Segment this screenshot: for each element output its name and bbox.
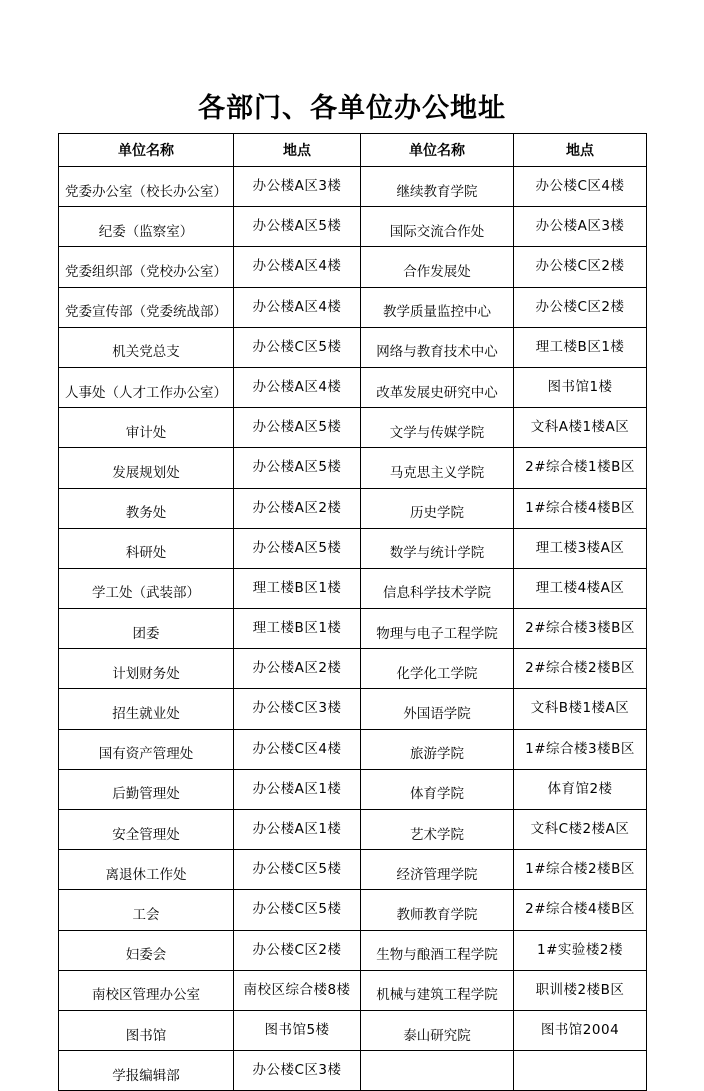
unit-name-cell: 党委宣传部（党委统战部）: [59, 287, 234, 327]
location-cell: 办公楼C区3楼: [234, 689, 361, 729]
unit-name-cell: 机关党总支: [59, 327, 234, 367]
unit-name-cell: 招生就业处: [59, 689, 234, 729]
table-row: [59, 528, 647, 568]
location-cell: 2#综合楼1楼B区: [514, 448, 647, 488]
unit-name-cell: 后勤管理处: [59, 769, 234, 809]
table-header-row: [59, 134, 647, 167]
location-cell: 办公楼A区3楼: [514, 207, 647, 247]
unit-name-cell: [361, 1051, 514, 1091]
unit-name-cell: 纪委（监察室）: [59, 207, 234, 247]
unit-name-cell: 计划财务处: [59, 649, 234, 689]
table-body: [59, 167, 647, 1091]
location-cell: 1#综合楼3楼B区: [514, 729, 647, 769]
location-cell: 办公楼A区5楼: [234, 448, 361, 488]
unit-name-cell: 网络与教育技术中心: [361, 327, 514, 367]
location-cell: 办公楼A区4楼: [234, 247, 361, 287]
unit-name-cell: 离退休工作处: [59, 850, 234, 890]
location-cell: 1#实验楼2楼: [514, 930, 647, 970]
office-address-table: [58, 133, 647, 1091]
table-row: [59, 689, 647, 729]
unit-name-cell: 教务处: [59, 488, 234, 528]
table-row: [59, 367, 647, 407]
location-cell: 理工楼4楼A区: [514, 568, 647, 608]
unit-name-cell: 国有资产管理处: [59, 729, 234, 769]
location-cell: 理工楼B区1楼: [514, 327, 647, 367]
table-row: [59, 850, 647, 890]
table-row: [59, 609, 647, 649]
location-cell: 2#综合楼4楼B区: [514, 890, 647, 930]
unit-name-cell: 外国语学院: [361, 689, 514, 729]
table-row: [59, 729, 647, 769]
location-cell: 理工楼B区1楼: [234, 609, 361, 649]
location-cell: 办公楼C区2楼: [234, 930, 361, 970]
table-row: [59, 568, 647, 608]
location-cell: 办公楼A区5楼: [234, 207, 361, 247]
page-title: 各部门、各单位办公地址: [198, 93, 506, 124]
unit-name-cell: 教学质量监控中心: [361, 287, 514, 327]
location-cell: 办公楼C区5楼: [234, 327, 361, 367]
location-cell: 办公楼A区4楼: [234, 367, 361, 407]
location-cell: 办公楼C区4楼: [234, 729, 361, 769]
unit-name-cell: 经济管理学院: [361, 850, 514, 890]
unit-name-cell: 信息科学技术学院: [361, 568, 514, 608]
unit-name-cell: 化学化工学院: [361, 649, 514, 689]
unit-name-cell: 科研处: [59, 528, 234, 568]
table-row: [59, 408, 647, 448]
unit-name-cell: 南校区管理办公室: [59, 970, 234, 1010]
location-cell: 文科B楼1楼A区: [514, 689, 647, 729]
unit-name-cell: 国际交流合作处: [361, 207, 514, 247]
table-row: [59, 448, 647, 488]
unit-name-cell: 数学与统计学院: [361, 528, 514, 568]
unit-name-cell: 文学与传媒学院: [361, 408, 514, 448]
table-row: [59, 649, 647, 689]
unit-name-cell: 体育学院: [361, 769, 514, 809]
table-row: [59, 287, 647, 327]
unit-name-cell: 审计处: [59, 408, 234, 448]
table-row: [59, 1010, 647, 1050]
location-cell: 办公楼A区1楼: [234, 810, 361, 850]
location-cell: 图书馆5楼: [234, 1010, 361, 1050]
location-cell: 图书馆2004: [514, 1010, 647, 1050]
location-cell: 办公楼C区4楼: [514, 167, 647, 207]
unit-name-cell: 合作发展处: [361, 247, 514, 287]
location-cell: 办公楼A区2楼: [234, 488, 361, 528]
unit-name-cell: 艺术学院: [361, 810, 514, 850]
table-row: [59, 970, 647, 1010]
unit-name-cell: 教师教育学院: [361, 890, 514, 930]
unit-name-cell: 马克思主义学院: [361, 448, 514, 488]
location-cell: 办公楼A区1楼: [234, 769, 361, 809]
location-cell: 办公楼C区2楼: [514, 287, 647, 327]
unit-name-cell: 学工处（武装部）: [59, 568, 234, 608]
location-cell: 办公楼A区3楼: [234, 167, 361, 207]
location-cell: 体育馆2楼: [514, 769, 647, 809]
unit-name-cell: 物理与电子工程学院: [361, 609, 514, 649]
location-cell: 理工楼3楼A区: [514, 528, 647, 568]
unit-name-cell: 妇委会: [59, 930, 234, 970]
location-cell: 办公楼A区2楼: [234, 649, 361, 689]
header-location: 地点: [514, 134, 647, 167]
table-row: [59, 167, 647, 207]
location-cell: 办公楼C区2楼: [514, 247, 647, 287]
unit-name-cell: 旅游学院: [361, 729, 514, 769]
location-cell: 办公楼A区4楼: [234, 287, 361, 327]
unit-name-cell: 机械与建筑工程学院: [361, 970, 514, 1010]
header-unit-name: 单位名称: [361, 134, 514, 167]
location-cell: 理工楼B区1楼: [234, 568, 361, 608]
table-row: [59, 930, 647, 970]
unit-name-cell: 党委组织部（党校办公室）: [59, 247, 234, 287]
table-row: [59, 488, 647, 528]
location-cell: 文科C楼2楼A区: [514, 810, 647, 850]
table-row: [59, 207, 647, 247]
location-cell: 1#综合楼4楼B区: [514, 488, 647, 528]
unit-name-cell: 发展规划处: [59, 448, 234, 488]
location-cell: 图书馆1楼: [514, 367, 647, 407]
location-cell: 职训楼2楼B区: [514, 970, 647, 1010]
unit-name-cell: 团委: [59, 609, 234, 649]
location-cell: 办公楼C区3楼: [234, 1051, 361, 1091]
unit-name-cell: 历史学院: [361, 488, 514, 528]
location-cell: [514, 1051, 647, 1091]
location-cell: 2#综合楼3楼B区: [514, 609, 647, 649]
unit-name-cell: 人事处（人才工作办公室）: [59, 367, 234, 407]
unit-name-cell: 继续教育学院: [361, 167, 514, 207]
location-cell: 南校区综合楼8楼: [234, 970, 361, 1010]
unit-name-cell: 泰山研究院: [361, 1010, 514, 1050]
location-cell: 办公楼A区5楼: [234, 528, 361, 568]
unit-name-cell: 安全管理处: [59, 810, 234, 850]
unit-name-cell: 学报编辑部: [59, 1051, 234, 1091]
location-cell: 2#综合楼2楼B区: [514, 649, 647, 689]
table-row: [59, 769, 647, 809]
table-row: [59, 890, 647, 930]
location-cell: 1#综合楼2楼B区: [514, 850, 647, 890]
unit-name-cell: 工会: [59, 890, 234, 930]
table-row: [59, 247, 647, 287]
unit-name-cell: 图书馆: [59, 1010, 234, 1050]
table-row: [59, 327, 647, 367]
header-location: 地点: [234, 134, 361, 167]
table-row: [59, 810, 647, 850]
unit-name-cell: 生物与酿酒工程学院: [361, 930, 514, 970]
location-cell: 办公楼A区5楼: [234, 408, 361, 448]
header-unit-name: 单位名称: [59, 134, 234, 167]
location-cell: 办公楼C区5楼: [234, 850, 361, 890]
table-row: [59, 1051, 647, 1091]
unit-name-cell: 改革发展史研究中心: [361, 367, 514, 407]
location-cell: 文科A楼1楼A区: [514, 408, 647, 448]
unit-name-cell: 党委办公室（校长办公室）: [59, 167, 234, 207]
location-cell: 办公楼C区5楼: [234, 890, 361, 930]
